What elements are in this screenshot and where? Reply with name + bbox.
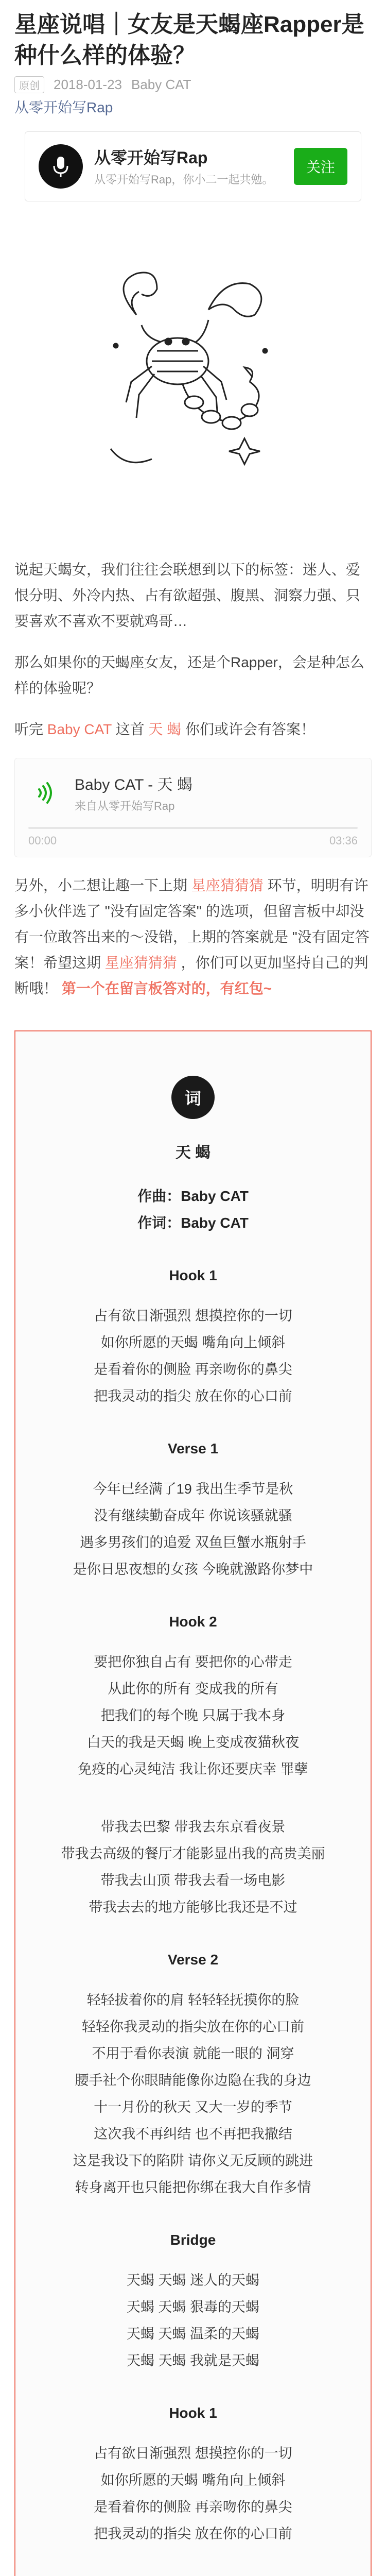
intro-paragraph-2: 那么如果你的天蝎座女友，还是个Rapper，会是种怎么样的体验呢？ <box>14 654 364 696</box>
lyric-line: 轻轻你我灵动的指尖放在你的心口前 <box>82 2019 304 2035</box>
outro-body <box>0 873 386 1002</box>
lyric-line: 带我去山顶 带我去看一场电影 <box>100 1873 286 1888</box>
publish-date: 2018-01-23 <box>54 77 122 92</box>
outro-text: ，你们可以更加坚持自己的判断哦！ <box>14 955 369 996</box>
audio-progress-bar[interactable] <box>28 827 358 829</box>
article-title: 星座说唱｜女友是天蝎座Rapper是种什么样的体验？ <box>14 12 364 68</box>
lyric-line: 转身离开也只能把你绑在我大自作多情 <box>75 2180 311 2195</box>
lyric-line: 从此你的所有 变成我的所有 <box>108 1681 278 1697</box>
scorpion-illustration <box>0 201 386 541</box>
lyric-section-head: Hook 1 <box>169 1267 217 1283</box>
lyricist-credit: 作词：Baby CAT <box>137 1215 249 1231</box>
audio-play-icon <box>31 779 59 807</box>
lyric-section-head: Bridge <box>170 2232 216 2248</box>
lyrics-inner <box>15 1031 371 2576</box>
song-highlight: 天 蝎 <box>148 721 182 737</box>
play-button[interactable] <box>28 776 61 809</box>
intro-paragraph-1: 说起天蝎女，我们往往会联想到以下的标签：迷人、爱恨分明、外冷内热、占有欲超强、腹黑、洞察力强、只要喜欢不喜欢不要就鸡哥… <box>14 562 361 629</box>
outro-text: 另外，小二想让趣一下上期 <box>14 877 188 893</box>
lyric-line: 是看着你的侧脸 再亲吻你的鼻尖 <box>94 1362 292 1377</box>
lyrics-sections <box>15 1267 371 2576</box>
audio-player[interactable] <box>14 758 372 857</box>
lyric-line: 把我灵动的指尖 放在你的心口前 <box>94 2526 292 2541</box>
lyric-line: 免疫的心灵纯洁 我让你还要庆幸 罪孽 <box>78 1761 308 1777</box>
lyric-section-head: Verse 2 <box>167 1952 219 1968</box>
lyric-section-head: Verse 1 <box>167 1440 219 1456</box>
lyric-line: 不用于看你表演 就能一眼的 洞穿 <box>92 2046 294 2061</box>
quiz-highlight: 星座猜猜猜 <box>191 877 264 893</box>
audio-time-current: 00:00 <box>28 834 57 847</box>
profile-info <box>94 145 283 188</box>
lyrics-box <box>14 1030 372 2576</box>
lyric-line: 把我们的每个晚 只属于我本身 <box>100 1708 286 1723</box>
audio-subtitle: 来自从零开始写Rap <box>75 800 175 812</box>
lyric-line: 天蝎 天蝎 狠毒的天蝎 <box>126 2299 259 2315</box>
lyric-line: 天蝎 天蝎 我就是天蝎 <box>126 2353 259 2368</box>
intro-text: 听完 <box>14 721 44 737</box>
lyric-section <box>15 1440 371 1583</box>
follow-button[interactable]: 关注 <box>294 148 347 185</box>
lyric-line: 轻轻拔着你的肩 轻轻轻抚摸你的脸 <box>86 1992 300 2008</box>
reward-highlight: 第一个在留言板答对的，有红包~ <box>61 980 272 996</box>
audio-title: Baby CAT - 天 蝎 <box>75 776 192 793</box>
profile-card[interactable] <box>25 131 361 201</box>
intro-paragraph-3 <box>14 717 372 742</box>
lyric-line: 这是我设下的陷阱 请你义无反顾的跳进 <box>73 2153 313 2168</box>
lyric-section <box>15 1952 371 2201</box>
scorpion-image <box>80 253 306 490</box>
song-credits <box>15 1183 371 1236</box>
lyric-section <box>15 1267 371 1410</box>
lyric-line: 如你所愿的天蝎 嘴角向上倾斜 <box>100 1335 286 1350</box>
lyrics-logo: 词 <box>171 1076 215 1119</box>
mic-icon <box>48 154 74 179</box>
lyric-line: 如你所愿的天蝎 嘴角向上倾斜 <box>100 2472 286 2488</box>
outro-text: 环节，明明有许多小伙伴选了 "没有固定答案" 的选项，但留言板中却没有一位敢答出来的～没错，上期的答案就是 "没有固定答案！希望这期 <box>14 877 370 971</box>
audio-info <box>75 772 192 814</box>
lyric-line: 十一月份的秋天 又大一岁的季节 <box>94 2099 292 2115</box>
profile-desc: 从零开始写Rap，你小二一起共勉。 <box>94 173 274 186</box>
lyric-line: 要把你独自占有 要把你的心带走 <box>94 1654 292 1670</box>
lyric-section <box>15 1614 371 1783</box>
audio-times <box>28 834 358 848</box>
lyric-line: 没有继续勤奋成年 你说该骚就骚 <box>94 1508 292 1523</box>
lyric-line: 白天的我是天蝎 晚上变成夜猫秋夜 <box>86 1735 300 1750</box>
profile-name: 从零开始写Rap <box>94 148 208 167</box>
song-title: 天 蝎 <box>175 1144 211 1161</box>
lyric-line: 天蝎 天蝎 迷人的天蝎 <box>126 2273 259 2288</box>
author-name: Baby CAT <box>131 77 191 92</box>
audio-header <box>28 772 358 814</box>
lyric-line: 是看着你的侧脸 再亲吻你的鼻尖 <box>94 2499 292 2515</box>
lyric-section-head: Hook 1 <box>169 2405 217 2421</box>
lyric-line: 天蝎 天蝎 温柔的天蝎 <box>126 2326 259 2342</box>
lyric-section-head: Hook 2 <box>169 1614 217 1630</box>
lyric-line: 占有欲日渐强烈 想摸控你的一切 <box>94 2446 292 2461</box>
lyric-line: 这次我不再纠结 也不再把我撒结 <box>94 2126 292 2142</box>
article-meta <box>0 71 386 93</box>
account-link[interactable]: 从零开始写Rap <box>14 99 113 115</box>
lyric-line: 遇多男孩们的追爱 双鱼巨蟹水瓶射手 <box>80 1535 306 1550</box>
quiz-highlight: 星座猜猜猜 <box>104 955 177 971</box>
composer-credit: 作曲：Baby CAT <box>137 1188 249 1204</box>
intro-text: 你们或许会有答案！ <box>185 721 315 737</box>
outro-paragraph <box>14 873 372 1002</box>
artist-highlight: Baby CAT <box>47 721 112 737</box>
lyric-section <box>15 2405 371 2547</box>
lyric-line: 是你日思夜想的女孩 今晚就激路你梦中 <box>73 1562 313 1577</box>
lyric-line: 带我去巴黎 带我去东京看夜景 <box>100 1819 286 1835</box>
account-avatar <box>39 144 83 189</box>
audio-time-total: 03:36 <box>329 834 358 847</box>
original-badge: 原创 <box>14 76 44 93</box>
lyric-line: 占有欲日渐强烈 想摸控你的一切 <box>94 1308 292 1324</box>
lyric-line: 带我去去的地方能够比我还是不过 <box>89 1900 297 1915</box>
lyric-line: 今年已经满了19 我出生季节是秋 <box>93 1481 293 1497</box>
lyric-line: 带我去高级的餐厅才能影显出我的高贵美丽 <box>61 1846 325 1861</box>
lyric-section <box>15 1814 371 1921</box>
lyric-section <box>15 2232 371 2374</box>
lyric-line: 腰手社个你眼睛能像你边隐在我的身边 <box>75 2073 311 2088</box>
intro-text: 这首 <box>115 721 145 737</box>
article-body <box>0 557 386 742</box>
lyric-line: 把我灵动的指尖 放在你的心口前 <box>94 1388 292 1404</box>
